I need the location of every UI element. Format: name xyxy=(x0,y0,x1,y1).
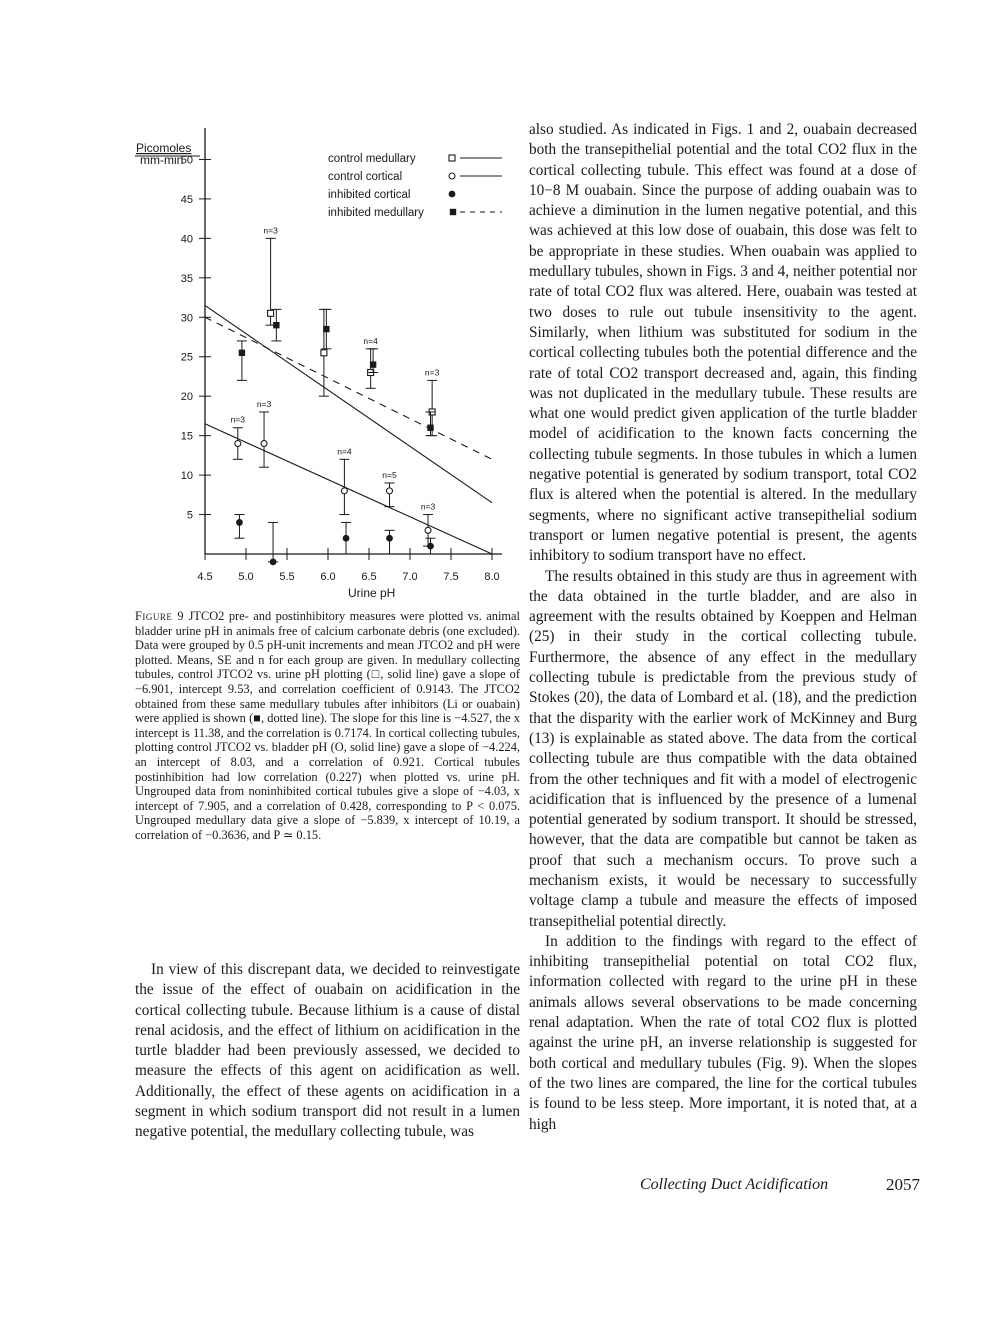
y-axis-label-bottom: mm-min xyxy=(140,153,184,167)
marker-filled-circle xyxy=(449,191,456,198)
marker-filled-circle xyxy=(386,535,393,542)
x-tick-label: 4.5 xyxy=(197,571,213,583)
marker-filled-circle xyxy=(236,519,243,526)
right-paragraph: In addition to the findings with regard to the effect of inhibiting transepithelial potential on total CO2 flux, information collected with regard to the urine pH in these animals allows several observations to be made concerning renal adaptation. When the rate of total CO2 flux is plotted against the urine pH, an inverse relationship is suggested for both cortical and medullary tubules (Fig. 9). When the slopes of the two lines are compared, the line for the cortical tubules is found to be less steep. More important, it is noted that, at a high xyxy=(529,932,917,1133)
x-tick-label: 5.0 xyxy=(238,571,254,583)
marker-open-circle xyxy=(261,441,267,447)
marker-open-circle xyxy=(235,441,241,447)
marker-filled-square xyxy=(239,350,245,356)
regression-lines xyxy=(205,305,492,554)
marker-open-circle xyxy=(387,488,393,494)
n-label: n=3 xyxy=(424,367,440,378)
marker-open-circle xyxy=(449,173,455,179)
marker-filled-circle xyxy=(343,535,350,542)
legend-label: inhibited medullary xyxy=(328,207,424,219)
marker-open-square xyxy=(268,310,274,316)
x-tick-label: 6.0 xyxy=(320,571,336,583)
x-tick-label: 7.0 xyxy=(402,571,418,583)
page-number: 2057 xyxy=(886,1175,920,1194)
marker-open-square xyxy=(321,350,327,356)
marker-filled-square xyxy=(370,361,376,367)
x-tick-label: 6.5 xyxy=(361,571,377,583)
marker-filled-square xyxy=(450,209,456,215)
caption-text: JTCO2 pre- and postinhibitory measures were plotted vs. animal bladder urine pH in animals free of calcium carbonate debris (one excluded). Data were grouped by 0.5 pH-unit increments and mean JTCO2 and pH were plotted. Means, SE and n for each group are given. In medullary collecting tubules, control JTCO2 vs. urine pH plotting (□, solid line) gave a slope of −6.901, intercept 9.53, and correlation coefficient of 0.9143. The JTCO2 obtained from these same medullary tubules after inhibitors (Li or ouabain) were applied is shown (■, dotted line). The slope for this line is −4.527, the x intercept is 11.38, and the correlation is 0.7174. In cortical collecting tubules, plotting control JTCO2 vs. bladder pH (O, solid line) gave a slope of −4.224, an intercept of 8.03, and a correlation of 0.921. Cortical tubules postinhibition had low correlation (0.227) when plotted vs. urine pH. Ungrouped data from noninhibited cortical tubules give a slope of −4.03, x intercept of 7.905, and a correlation of 0.428, corresponding to P < 0.075. Ungrouped medullary data give a slope of −5.839, x intercept of 10.19, a correlation of −0.3636, and P ≃ 0.15. xyxy=(135,609,520,842)
axes xyxy=(135,128,502,554)
y-tick-label: 20 xyxy=(180,391,193,404)
legend-label: control cortical xyxy=(328,171,403,183)
regression-line xyxy=(205,317,492,459)
right-paragraph: The results obtained in this study are thus in agreement with the data obtained in the turtle bladder, and are also in agreement with the results obtained by Koeppen and Helman (25) in their study in the cortical collecting tubule. Furthermore, the absence of any effect in the medullary collecting tubule is predictable from the previous study of Stokes (20), the data of Lombard et al. (18), and the prediction that the disparity with the earlier work of McKinney and Burg (13) is explainable as stated above. The data from the cortical collecting tubule are thus compatible with the data obtained from the other techniques and fit with a model of electrogenic acidification that is influenced by the presence of a lumenal potential generated by sodium transport. It should be stressed, however, that the data are compatible but cannot be taken as proof that such a mechanism occurs. To prove such a mechanism exists, it would be necessary to successfully voltage clamp a tubule and measure the effects of imposed transepithelial potential directly. xyxy=(529,567,917,930)
x-tick-label: 5.5 xyxy=(279,571,295,583)
y-tick-label: 45 xyxy=(180,193,193,206)
figure-9-chart xyxy=(130,120,520,605)
x-axis-label: Urine pH xyxy=(348,586,396,600)
marker-open-circle xyxy=(425,527,431,533)
x-tick-label: 8.0 xyxy=(484,571,500,583)
y-tick-label: 25 xyxy=(180,351,193,364)
y-axis-label-top: Picomoles xyxy=(136,141,192,155)
marker-open-square xyxy=(449,155,455,161)
y-tick-label: 50 xyxy=(180,154,193,167)
y-tick-label: 35 xyxy=(180,272,193,285)
left-paragraph: In view of this discrepant data, we decided to reinvestigate the issue of the effect of ouabain on acidification in the cortical collecting tubule. Because lithium is a cause of distal renal acidosis, and the effect of lithium on acidification in the turtle bladder had been previously assessed, we decided to measure the effects of this agent on acidification as well. Additionally, the effect of these agents on acidification in a segment in which sodium transport did not result in a lumen negative potential, the medullary collecting tubule, was xyxy=(135,961,520,1141)
marker-filled-square xyxy=(427,425,433,431)
legend xyxy=(328,153,502,219)
figure-caption xyxy=(135,609,520,843)
n-label: n=4 xyxy=(363,335,378,346)
n-label: n=3 xyxy=(256,398,272,409)
left-column xyxy=(135,960,520,1143)
y-tick-label: 15 xyxy=(180,430,193,443)
regression-line xyxy=(205,424,492,554)
marker-open-circle xyxy=(341,488,347,494)
legend-label: inhibited cortical xyxy=(328,189,411,201)
right-column xyxy=(529,120,917,1135)
n-label: n=3 xyxy=(230,414,246,425)
n-label: n=4 xyxy=(337,446,352,457)
running-footer-title: Collecting Duct Acidification xyxy=(640,1176,829,1193)
marker-filled-circle xyxy=(427,543,434,550)
regression-line xyxy=(205,305,492,502)
marker-filled-square xyxy=(273,322,279,328)
x-tick-label: 7.5 xyxy=(443,571,459,583)
n-label: n=5 xyxy=(382,469,397,480)
y-tick-label: 40 xyxy=(180,233,193,246)
n-label: n=3 xyxy=(420,501,436,512)
y-tick-label: 30 xyxy=(180,312,193,325)
y-tick-label: 5 xyxy=(186,509,193,522)
y-tick-label: 10 xyxy=(180,470,193,483)
right-paragraph: also studied. As indicated in Figs. 1 and 2, ouabain decreased both the transepithelial potential and the total CO2 flux in the cortical collecting tubule. This effect was found at a dose of 10−8 M ouabain. Since the purpose of adding ouabain was to achieve a diminution in the lumen negative potential, and this was achieved at this low dose of ouabain, this dose was felt to be appropriate in these studies. When ouabain was applied to medullary tubules, shown in Figs. 3 and 4, neither potential nor rate of total CO2 flux was altered. Here, ouabain was tested at two doses to rule out tubule insensitivity to the agent. Similarly, when lithium was substituted for sodium in the cortical collecting tubules both the potential difference and the rate of total CO2 transport decreased and, again, this finding was not duplicated in the medullary tubule. These results are what one would predict given application of the turtle bladder model of acidification to the known facts concerning the collecting tubule segments. In those tubules in which a lumen negative potential is generated by sodium transport, total CO2 flux is altered when the potential is altered. In the medullary segments, where no significant active transepithelial sodium transport or lumen negative potential is present, the agents inhibitory to sodium transport have no effect. xyxy=(529,121,917,565)
legend-label: control medullary xyxy=(328,153,416,165)
caption-label: Figure 9 xyxy=(135,609,185,623)
marker-filled-square xyxy=(323,326,329,332)
n-label: n=3 xyxy=(263,225,278,236)
marker-filled-circle xyxy=(270,558,277,565)
